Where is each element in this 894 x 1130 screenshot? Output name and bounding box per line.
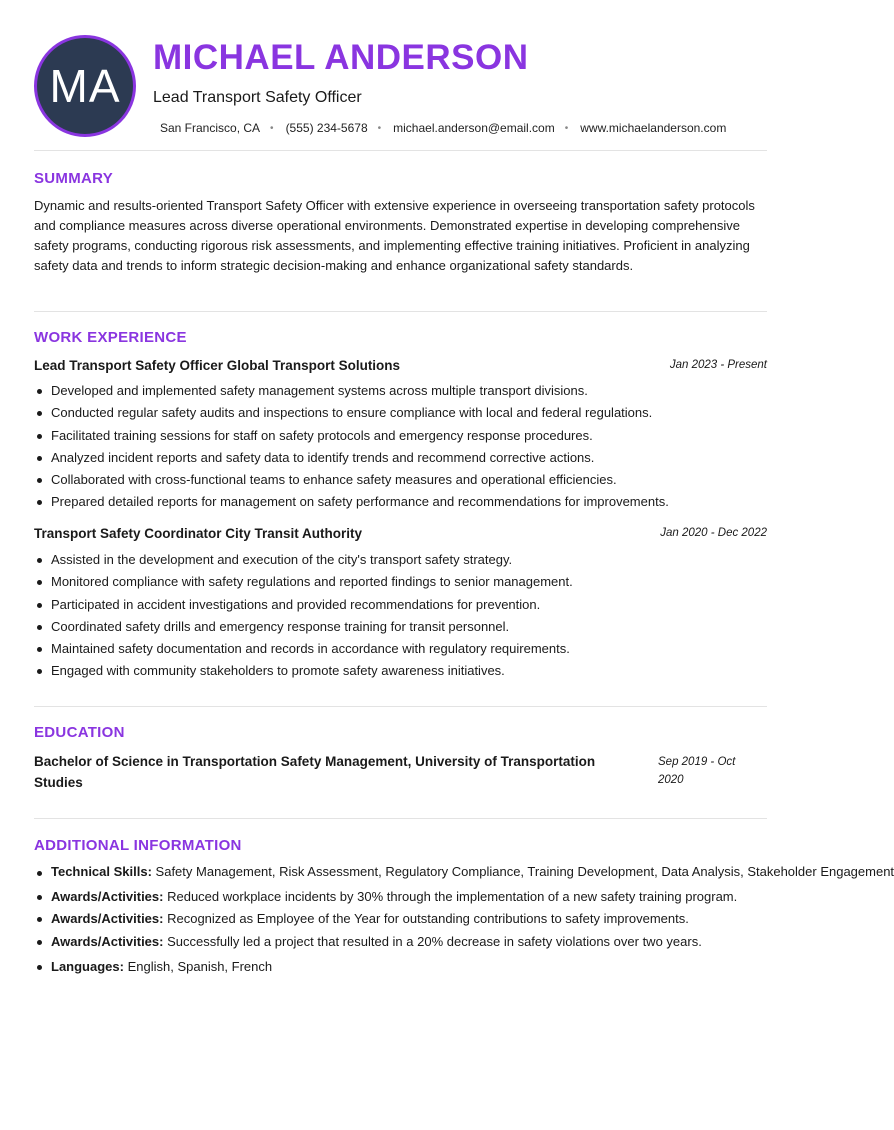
- section-divider: [34, 150, 767, 151]
- summary-heading: SUMMARY: [34, 170, 114, 187]
- additional-heading: ADDITIONAL INFORMATION: [34, 837, 242, 854]
- job-bullets: [34, 380, 767, 514]
- avatar: [34, 35, 136, 137]
- list-item: Assisted in the development and execution of the city's transport safety strategy.: [34, 549, 767, 571]
- experience-heading: WORK EXPERIENCE: [34, 329, 187, 346]
- item-text: Reduced workplace incidents by 30% through the implementation of a new safety training program.: [167, 889, 738, 904]
- list-item: [34, 931, 759, 953]
- list-item: Coordinated safety drills and emergency response training for transit personnel.: [34, 616, 767, 638]
- list-item: Prepared detailed reports for management on safety performance and recommendations for improvements.: [34, 491, 767, 513]
- list-item: Facilitated training sessions for staff on safety protocols and emergency response procedures.: [34, 425, 767, 447]
- list-item: [34, 862, 894, 881]
- candidate-name: MICHAEL ANDERSON: [153, 38, 529, 77]
- contact-location: San Francisco, CA: [160, 121, 261, 135]
- avatar-initials: MA: [49, 60, 121, 112]
- item-text: English, Spanish, French: [127, 958, 273, 974]
- list-item: Analyzed incident reports and safety data to identify trends and recommend corrective actions.: [34, 447, 767, 469]
- education-degree: Bachelor of Science in Transportation Safety Management, University of Transportation Studies: [34, 754, 596, 790]
- item-text: Recognized as Employee of the Year for outstanding contributions to safety improvements.: [167, 911, 689, 927]
- job-title: Transport Safety Coordinator City Transit Authority: [34, 526, 363, 541]
- contact-email[interactable]: michael.anderson@email.com: [393, 121, 555, 135]
- job-title: Lead Transport Safety Officer Global Transport Solutions: [34, 358, 401, 373]
- list-item: Conducted regular safety audits and inspections to ensure compliance with local and federal regulations.: [34, 402, 767, 424]
- list-item: Collaborated with cross-functional teams to enhance safety measures and operational efficiencies.: [34, 469, 767, 491]
- resume-header: [34, 0, 767, 150]
- contact-website[interactable]: www.michaelanderson.com: [580, 121, 727, 135]
- candidate-title: Lead Transport Safety Officer: [153, 89, 362, 106]
- contact-separator-icon: •: [377, 122, 382, 134]
- item-label: Awards/Activities:: [51, 933, 164, 949]
- list-item: Developed and implemented safety management systems across multiple transport divisions.: [34, 380, 767, 402]
- contact-info: [160, 121, 726, 135]
- list-item: [34, 956, 759, 978]
- section-divider: [34, 706, 767, 707]
- list-item: Participated in accident investigations and provided recommendations for prevention.: [34, 594, 767, 616]
- item-label: Awards/Activities:: [51, 889, 164, 904]
- job-header: [34, 358, 767, 376]
- list-item: Maintained safety documentation and records in accordance with regulatory requirements.: [34, 638, 767, 660]
- contact-separator-icon: •: [564, 122, 569, 134]
- job-date: Jan 2023 - Present: [669, 359, 767, 371]
- section-divider: [34, 311, 767, 312]
- job-bullets: [34, 549, 767, 683]
- resume-page: [34, 0, 894, 974]
- section-divider: [34, 818, 767, 819]
- additional-list: [34, 862, 894, 978]
- job-header: [34, 526, 767, 544]
- item-label: Technical Skills:: [51, 864, 152, 879]
- education-date: Sep 2019 - Oct 2020: [658, 756, 736, 786]
- list-item: Engaged with community stakeholders to promote safety awareness initiatives.: [34, 660, 767, 682]
- education-heading: EDUCATION: [34, 724, 125, 741]
- item-text: Successfully led a project that resulted in a 20% decrease in safety violations over two years.: [167, 933, 702, 949]
- job-date: Jan 2020 - Dec 2022: [660, 527, 767, 539]
- item-label: Languages:: [51, 958, 124, 974]
- list-item: Monitored compliance with safety regulations and reported findings to senior management.: [34, 571, 767, 593]
- item-label: Awards/Activities:: [51, 911, 164, 927]
- contact-separator-icon: •: [270, 122, 274, 134]
- contact-phone: (555) 234-5678: [285, 121, 368, 135]
- summary-text: Dynamic and results-oriented Transport Safety Officer with extensive experience in overseeing transportation safety protocols and compliance measures across diverse operational environments. Demonstrated expertise in developing comprehensive safety programs, conducting rigorous risk assessments, and implementing effective training initiatives. Proficient in analyzing safety data and trends to inform strategic decision-making and enhance organizational safety standards.: [34, 198, 755, 273]
- list-item: [34, 908, 759, 930]
- item-text: Safety Management, Risk Assessment, Regulatory Compliance, Training Development, Data Analysis, Stakeholder Engagement: [155, 864, 894, 879]
- list-item: [34, 886, 759, 908]
